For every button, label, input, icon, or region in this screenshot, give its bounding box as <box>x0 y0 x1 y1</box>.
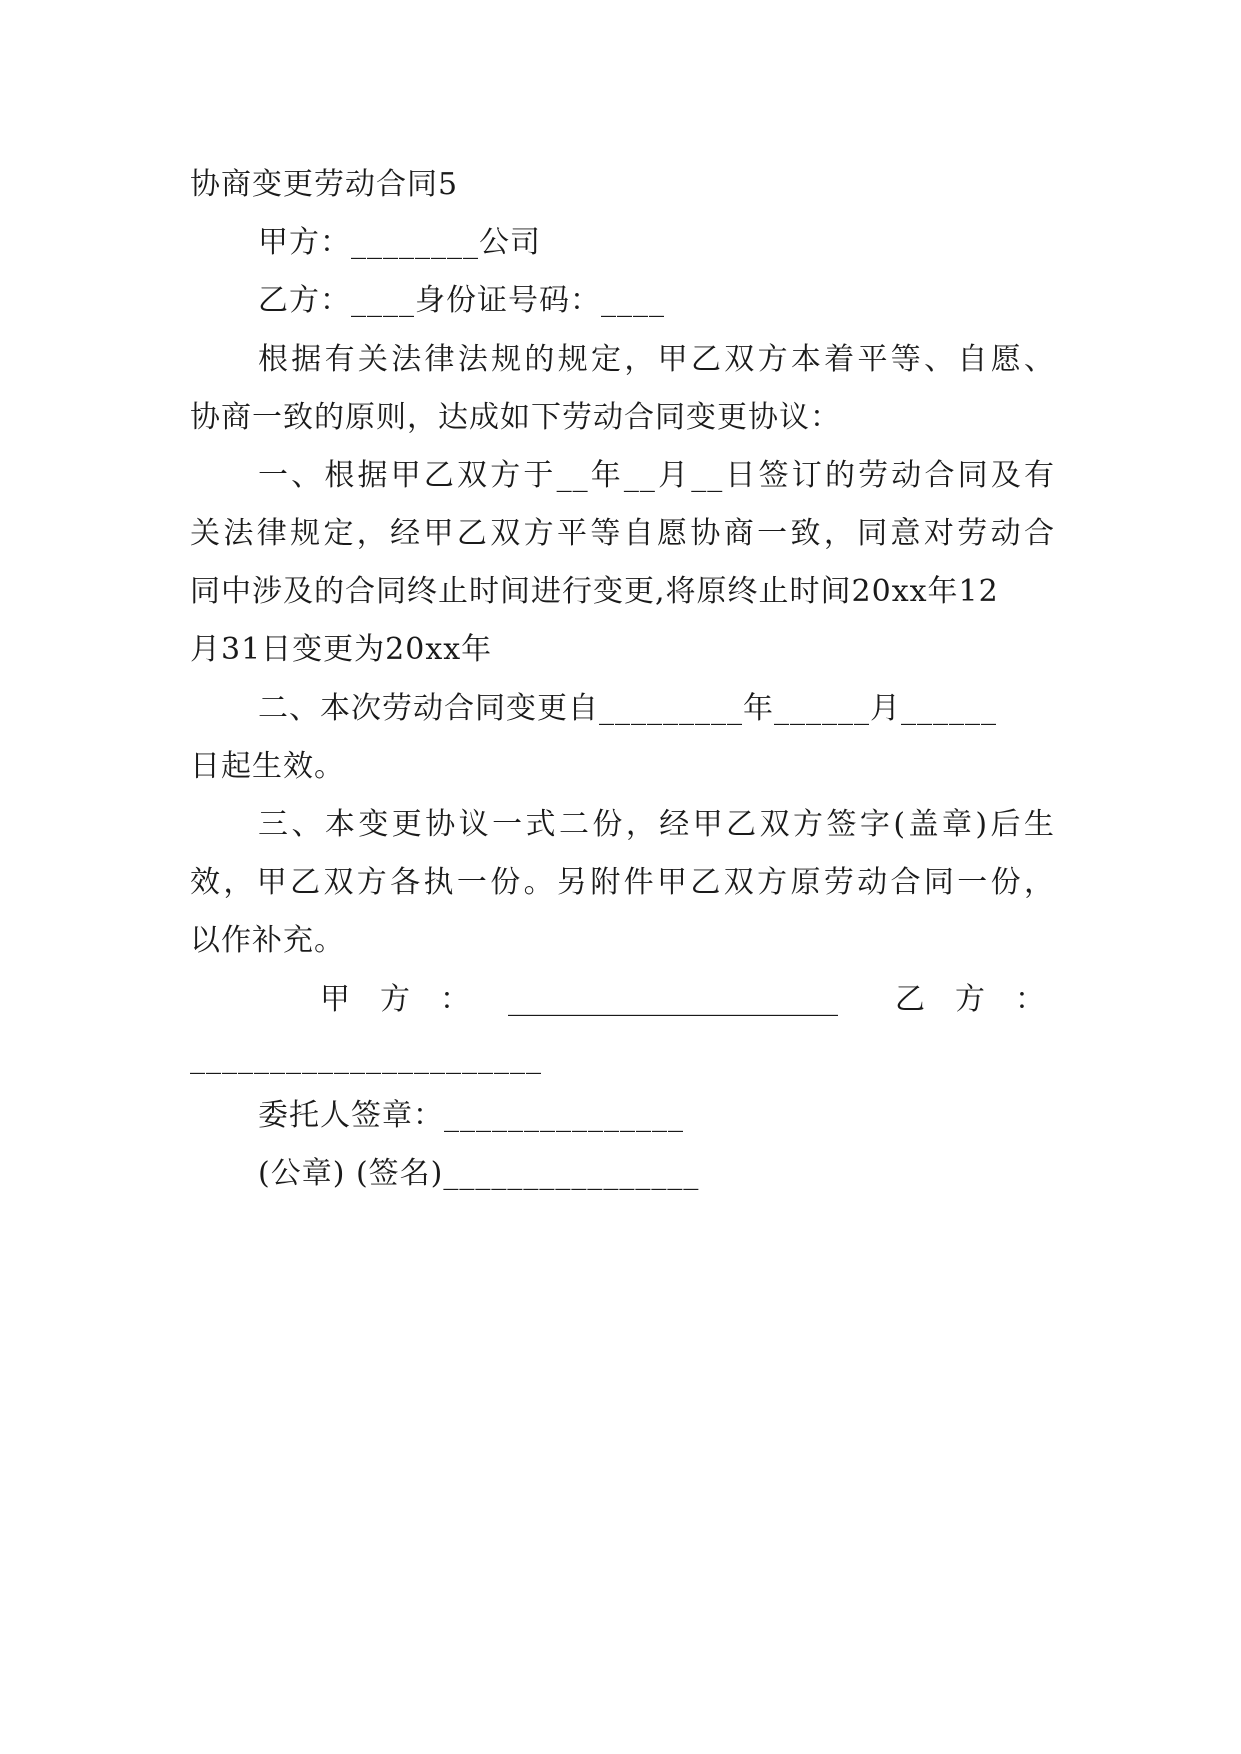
party-a-sign-blank: ______________________ <box>508 982 838 1017</box>
intro-line-1: 根据有关法律法规的规定，甲乙双方本着平等、自愿、 <box>258 342 1055 377</box>
party-b-line: 乙方：____身份证号码：____ <box>258 283 665 318</box>
clause-2-line-2: 日起生效。 <box>190 749 345 784</box>
party-a-line: 甲方：________公司 <box>258 225 541 260</box>
intro-line-2: 协商一致的原则，达成如下劳动合同变更协议： <box>190 400 841 435</box>
clause-2-line-1: 二、本次劳动合同变更自_________年______月______ <box>258 691 997 726</box>
party-a-sign-label: 甲 方 ： <box>320 982 470 1017</box>
clause-3-line-3: 以作补充。 <box>190 923 345 958</box>
clause-1-line-3: 同中涉及的合同终止时间进行变更,将原终止时间20xx年12 <box>190 574 999 609</box>
clause-3-line-2: 效，甲乙双方各执一份。另附件甲乙双方原劳动合同一份， <box>190 865 1055 900</box>
signature-row <box>320 980 1080 1020</box>
clause-3-line-1: 三、本变更协议一式二份，经甲乙双方签字(盖章)后生 <box>258 807 1055 842</box>
clause-1-line-1: 一、根据甲乙双方于__年__月__日签订的劳动合同及有 <box>258 458 1055 493</box>
document-title: 协商变更劳动合同5 <box>190 167 459 202</box>
seal-sign-line: (公章) (签名)________________ <box>258 1156 700 1191</box>
clause-1-line-2: 关法律规定，经甲乙双方平等自愿协商一致，同意对劳动合 <box>190 516 1055 551</box>
party-b-sign-label: 乙 方 ： <box>895 982 1045 1017</box>
clause-1-line-4: 月31日变更为20xx年 <box>190 632 493 667</box>
party-b-sign-blank: ______________________ <box>190 1040 542 1075</box>
agent-sign-line: 委托人签章：_______________ <box>258 1098 684 1133</box>
